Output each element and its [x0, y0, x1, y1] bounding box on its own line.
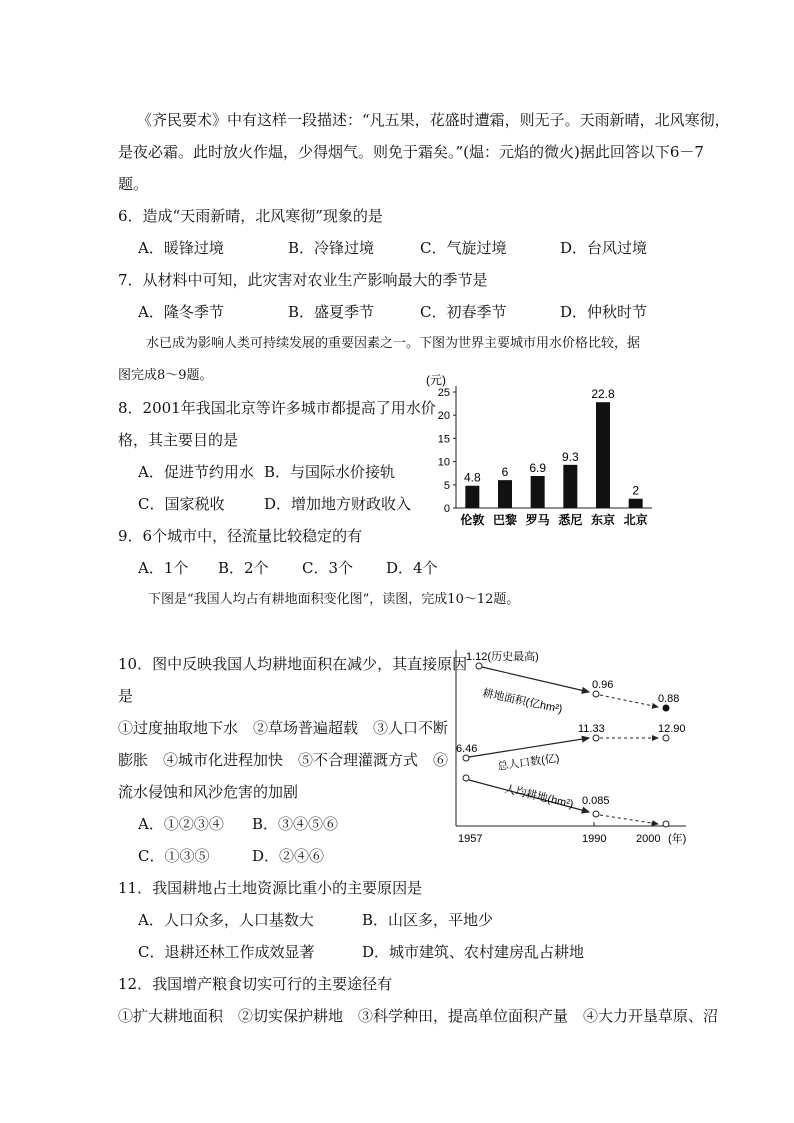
y-tick-label: 10: [437, 456, 450, 469]
bar: [531, 476, 545, 508]
q8-option-b[interactable]: B．与国际水价接轨: [264, 463, 396, 481]
x-label-1990: 1990: [582, 833, 607, 845]
q10-option-a[interactable]: A．①②③④: [138, 815, 224, 833]
q10-items-line-3: 流水侵蚀和风沙危害的加剧: [118, 783, 299, 801]
q9-option-a[interactable]: A．1个: [138, 559, 189, 577]
bar-value-label: 22.8: [591, 387, 615, 402]
intro3-line-1: 下图是“我国人均占有耕地面积变化图”，读图，完成10～12题。: [148, 592, 520, 607]
arable-mid-label: 0.96: [592, 679, 614, 691]
percap-end-point: [663, 821, 669, 827]
q12-items-line-1: ①扩大耕地面积 ②切实保护耕地 ③科学种田，提高单位面积产量 ④大力开垦草原、沼: [118, 1007, 719, 1025]
pop-start-label: 6.46: [456, 743, 478, 755]
category-label: 罗马: [525, 513, 550, 527]
percap-start-point: [463, 775, 469, 781]
bar: [629, 499, 643, 508]
category-label: 悉尼: [558, 513, 583, 527]
bar-value-label: 9.3: [561, 449, 579, 464]
q10-items-line-2: 膨胀 ④城市化进程加快 ⑤不合理灌溉方式 ⑥: [118, 751, 449, 769]
q6-option-d[interactable]: D．台风过境: [560, 239, 648, 257]
water-price-bar-chart: [422, 368, 658, 530]
bar-value-label: 2: [632, 483, 640, 498]
q10-option-d[interactable]: D．②④⑥: [252, 847, 325, 865]
y-tick-label: 5: [443, 479, 450, 492]
x-label-year-unit: (年): [668, 833, 687, 845]
pop-series-label: 总人口数(亿): [496, 752, 561, 773]
q7-option-b[interactable]: B．盛夏季节: [288, 303, 375, 321]
q11-option-b[interactable]: B．山区多，平地少: [362, 911, 494, 929]
q11-stem: 11．我国耕地占土地资源比重小的主要原因是: [118, 879, 423, 897]
q6-option-a[interactable]: A．暖锋过境: [138, 239, 224, 257]
arable-end-point: [663, 705, 669, 711]
arable-end-label: 0.88: [658, 693, 680, 705]
q7-option-c[interactable]: C．初春季节: [420, 303, 507, 321]
bar-value-label: 6.9: [529, 460, 547, 475]
bar: [563, 465, 577, 508]
x-label-1957: 1957: [458, 833, 483, 845]
bar: [465, 486, 479, 508]
pop-trend-arrow: [469, 738, 589, 757]
pop-end-point: [663, 735, 669, 741]
pop-mid-label: 11.33: [578, 723, 605, 735]
intro-line-2: 是夜必霜。此时放火作煴，少得烟气。则免于霜矣。”(煴：元焰的微火)据此回答以下6－7: [118, 143, 704, 161]
bar: [596, 402, 610, 508]
arable-mid-point: [593, 691, 599, 697]
q12-stem: 12．我国增产粮食切实可行的主要途径有: [118, 975, 393, 993]
percap-mid-label: 0.085: [582, 795, 610, 807]
category-label: 伦敦: [460, 513, 485, 527]
arable-land-change-diagram: [446, 646, 694, 850]
q10-stem-line-1: 10．图中反映我国人均耕地面积在减少，其直接原因: [118, 655, 468, 673]
q8-option-c[interactable]: C．国家税收: [138, 495, 225, 513]
arable-trend-arrow: [482, 667, 589, 692]
percap-series-label: 人均耕地(hm²): [503, 783, 575, 811]
q9-option-d[interactable]: D．4个: [386, 559, 438, 577]
q10-items-line-1: ①过度抽取地下水 ②草场普遍超载 ③人口不断: [118, 719, 449, 737]
q8-stem-line-1: 8．2001年我国北京等许多城市都提高了用水价: [118, 399, 436, 417]
bar-value-label: 6: [501, 465, 509, 480]
category-label: 巴黎: [492, 513, 518, 527]
intro-line-1: 《齐民要术》中有这样一段描述：“凡五果，花盛时遭霜，则无子。天雨新晴，北风寒彻，: [137, 111, 730, 129]
intro2-line-1: 水已成为影响人类可持续发展的重要因素之一。下图为世界主要城市用水价格比较，据: [146, 336, 641, 351]
q6-option-b[interactable]: B．冷锋过境: [288, 239, 375, 257]
q7-option-d[interactable]: D．仲秋时节: [560, 303, 648, 321]
q7-stem: 7．从材料中可知，此灾害对农业生产影响最大的季节是: [118, 271, 488, 289]
q11-option-d[interactable]: D．城市建筑、农村建房乱占耕地: [362, 943, 585, 961]
intro-line-3: 题。: [118, 175, 149, 193]
q7-option-a[interactable]: A．隆冬季节: [138, 303, 224, 321]
intro2-line-2: 图完成8～9题。: [118, 368, 213, 383]
category-label: 北京: [623, 513, 648, 527]
q11-option-a[interactable]: A．人口众多，人口基数大: [138, 911, 314, 929]
category-label: 东京: [590, 513, 616, 527]
percap-mid-point: [593, 811, 599, 817]
y-tick-label: 20: [437, 410, 450, 423]
q8-option-d[interactable]: D．增加地方财政收入: [264, 495, 412, 513]
q6-option-c[interactable]: C．气旋过境: [420, 239, 507, 257]
q11-option-c[interactable]: C．退耕还林工作成效显著: [138, 943, 315, 961]
arable-start-point: [476, 663, 482, 669]
y-tick-label: 15: [437, 433, 450, 446]
q10-stem-line-2: 是: [118, 687, 134, 705]
y-tick-label: 0: [443, 503, 450, 515]
arable-series-label: 耕地面积(亿hm²): [481, 687, 564, 716]
pop-start-point: [463, 755, 469, 761]
x-label-2000: 2000: [636, 833, 661, 845]
q10-option-c[interactable]: C．①③⑤: [138, 847, 210, 865]
y-axis-unit-label: (元): [426, 373, 446, 387]
q10-option-b[interactable]: B．③④⑤⑥: [252, 815, 339, 833]
bar-value-label: 4.8: [463, 470, 481, 485]
q9-option-b[interactable]: B．2个: [218, 559, 269, 577]
q9-option-c[interactable]: C．3个: [302, 559, 354, 577]
q9-stem: 9．6个城市中，径流量比较稳定的有: [118, 527, 363, 545]
q6-stem: 6．造成“天雨新晴，北风寒彻”现象的是: [118, 207, 383, 225]
q8-stem-line-2: 格，其主要目的是: [118, 431, 239, 449]
bar: [498, 480, 512, 508]
y-tick-label: 25: [437, 387, 450, 399]
pop-end-label: 12.90: [658, 723, 686, 735]
q8-option-a[interactable]: A．促进节约用水: [138, 463, 254, 481]
pop-mid-point: [593, 735, 599, 741]
arable-start-label: 1.12(历史最高): [466, 651, 539, 663]
